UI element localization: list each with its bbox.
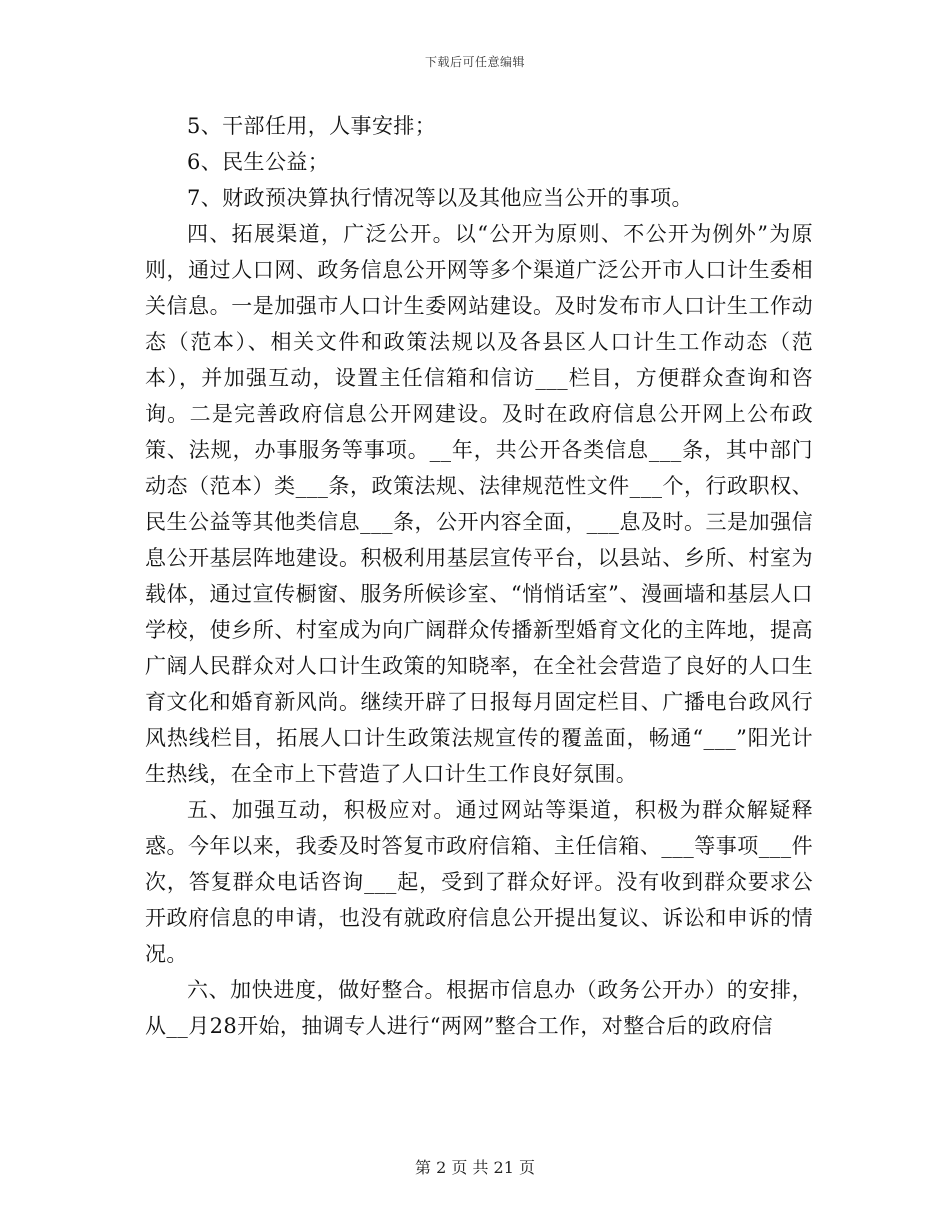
paragraph-section-6: 六、加快进度，做好整合。根据市信息办（政务公开办）的安排，从__月28开始，抽调专人进行“两网”整合工作，对整合后的政府信 bbox=[145, 978, 813, 1038]
paragraph-item-6: 6、民生公益； bbox=[187, 150, 330, 174]
document-body bbox=[145, 108, 813, 1044]
page-header: 下载后可任意编辑 bbox=[424, 55, 525, 69]
page-number-footer: 第 2 页 共 21 页 bbox=[415, 1158, 535, 1177]
paragraph-item-5: 5、干部任用，人事安排； bbox=[187, 114, 437, 138]
paragraph-item-7: 7、财政预决算执行情况等以及其他应当公开的事项。 bbox=[187, 186, 693, 210]
paragraph-section-5: 五、加强互动，积极应对。通过网站等渠道，积极为群众解疑释惑。今年以来，我委及时答复市政府信箱、主任信箱、___等事项___件次，答复群众电话咨询___起，受到了群众好评。没有收到群众要求公开政府信息的申请，也没有就政府信息公开提出复议、诉讼和申诉的情况。 bbox=[145, 798, 813, 966]
paragraph-section-4: 四、拓展渠道，广泛公开。以“公开为原则、不公开为例外”为原则，通过人口网、政务信息公开网等多个渠道广泛公开市人口计生委相关信息。一是加强市人口计生委网站建设。及时发布市人口计生工作动态（范本）、相关文件和政策法规以及各县区人口计生工作动态（范本），并加强互动，设置主任信箱和信访___栏目，方便群众查询和咨询。二是完善政府信息公开网建设。及时在政府信息公开网上公布政策、法规，办事服务等事项。__年，共公开各类信息___条，其中部门动态（范本）类___条，政策法规、法律规范性文件___个，行政职权、民生公益等其他类信息___条，公开内容全面，___息及时。三是加强信息公开基层阵地建设。积极利用基层宣传平台，以县站、乡所、村室为载体，通过宣传橱窗、服务所候诊室、“悄悄话室”、漫画墙和基层人口学校，使乡所、村室成为向广阔群众传播新型婚育文化的主阵地，提高广阔人民群众对人口计生政策的知晓率，在全社会营造了良好的人口生育文化和婚育新风尚。继续开辟了日报每月固定栏目、广播电台政风行风热线栏目，拓展人口计生政策法规宣传的覆盖面，畅通“___”阳光计生热线，在全市上下营造了人口计生工作良好氛围。 bbox=[145, 222, 813, 786]
